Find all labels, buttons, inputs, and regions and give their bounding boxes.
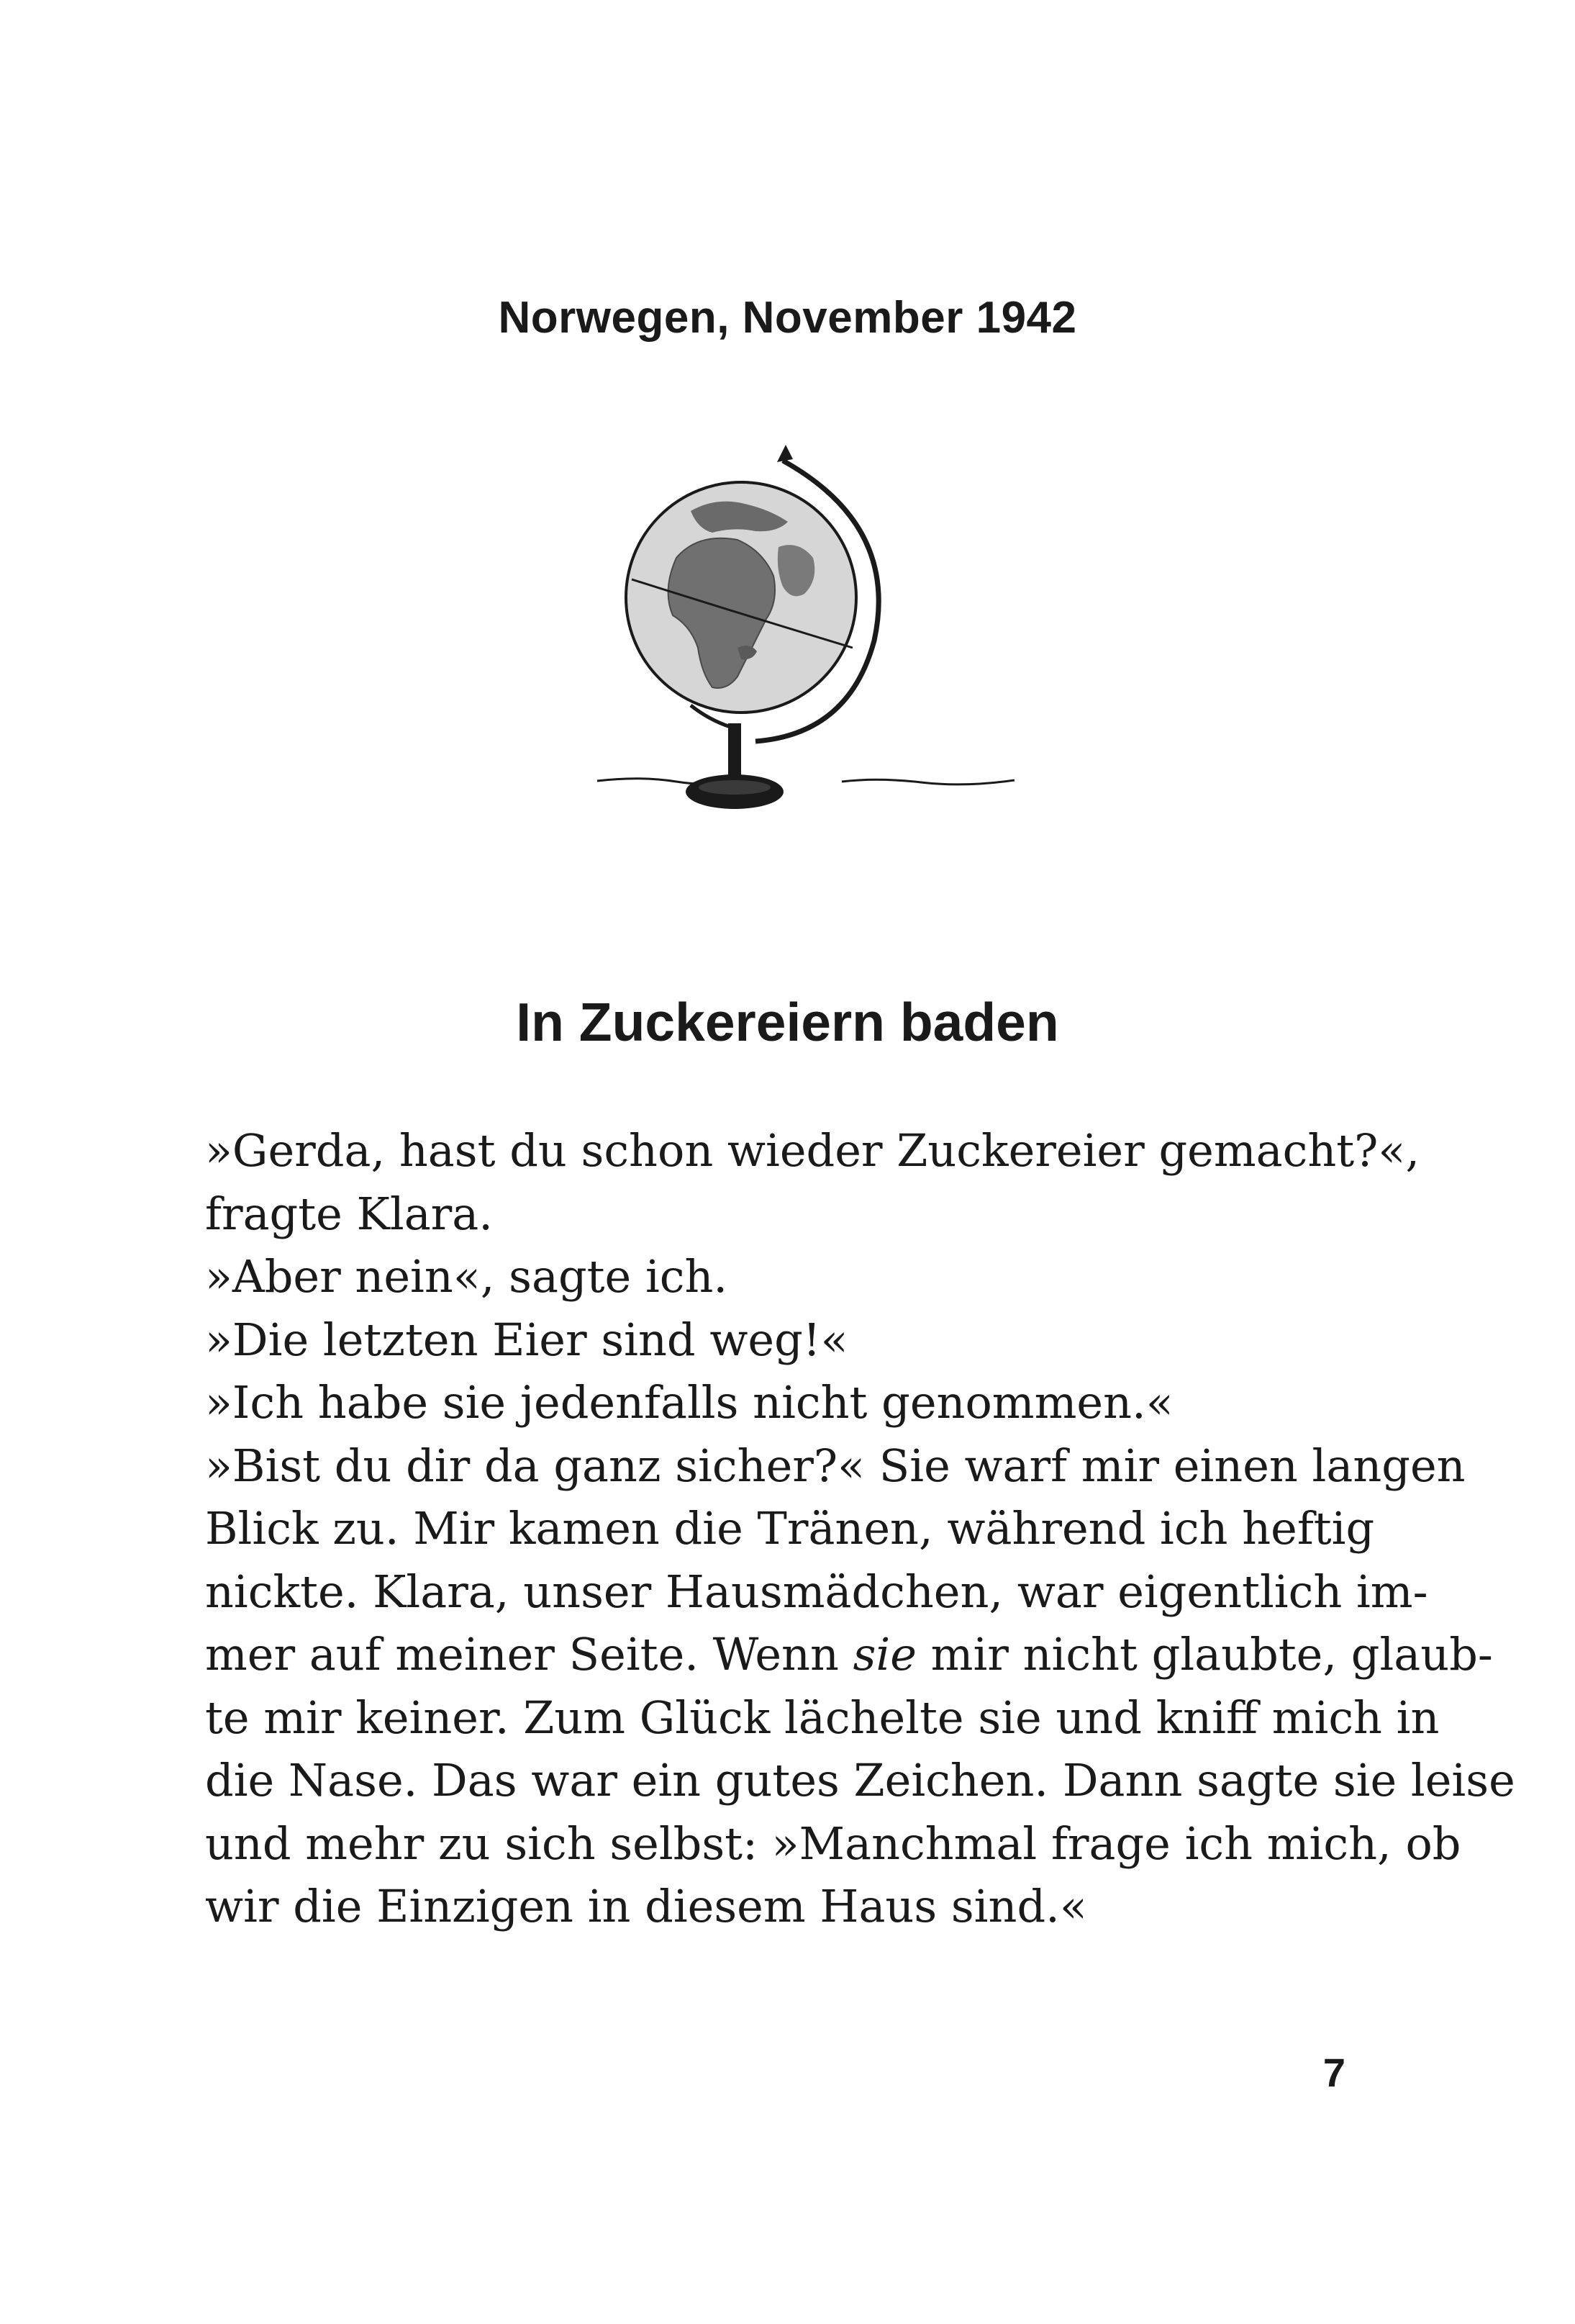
emphasis: sie [853,1628,917,1681]
text-line: »Aber nein«, sagte ich. [205,1250,728,1303]
text-line: »Bist du dir da ganz sicher?« Sie warf mir einen langen [205,1439,1466,1492]
globe-finial [777,445,793,462]
ground-line [597,779,1015,785]
chapter-title: In Zuckereiern baden [516,992,1059,1052]
text-run: mir nicht glaubte, glaub- [916,1628,1493,1681]
setting-heading: Norwegen, November 1942 [498,293,1077,343]
globe-icon [590,432,1050,892]
text-line: »Ich habe sie jedenfalls nicht genommen.« [205,1376,1174,1429]
text-line: nickte. Klara, unser Hausmädchen, war eigentlich im- [205,1565,1428,1618]
text-line: »Die letzten Eier sind weg!« [205,1313,848,1366]
text-line: »Gerda, hast du schon wieder Zuckereier gemacht?«, [205,1124,1420,1177]
text-line: fragte Klara. [205,1187,493,1240]
text-line: und mehr zu sich selbst: »Manchmal frage ich mich, ob [205,1817,1461,1870]
globe-stem [728,723,741,777]
text-line: die Nase. Das war ein gutes Zeichen. Dann sagte sie leise [205,1754,1515,1807]
text-line: te mir keiner. Zum Glück lächelte sie und kniff mich in [205,1691,1440,1744]
page-number: 7 [1322,2050,1345,2095]
chapter-body [205,1119,1515,1938]
text-run: mer auf meiner Seite. Wenn [205,1628,853,1681]
text-line [205,1623,1493,1686]
text-line: Blick zu. Mir kamen die Tränen, während ich heftig [205,1502,1375,1555]
text-line: wir die Einzigen in diesem Haus sind.« [205,1880,1087,1932]
